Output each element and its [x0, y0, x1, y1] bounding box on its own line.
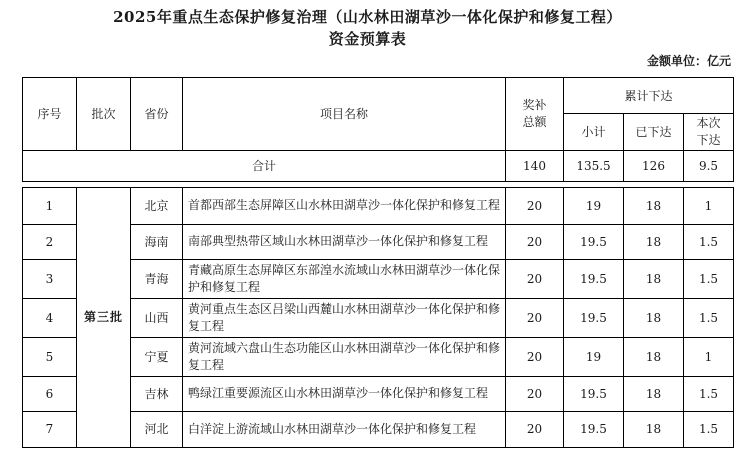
subtotal-cell: 19.5: [564, 376, 624, 411]
seq-cell: 2: [23, 224, 77, 259]
project-name-cell: 黄河流域六盘山生态功能区山水林田湖草沙一体化保护和修复工程: [183, 337, 506, 376]
header-province: 省份: [131, 78, 183, 151]
seq-cell: 4: [23, 298, 77, 337]
table-row: [23, 187, 734, 224]
total-current-value: 9.5: [684, 150, 734, 181]
current-cell: 1.5: [684, 298, 734, 337]
award-cell: 20: [506, 411, 564, 447]
project-name-cell: 黄河重点生态区吕梁山西麓山水林田湖草沙一体化保护和修复工程: [183, 298, 506, 337]
award-cell: 20: [506, 224, 564, 259]
project-name-cell: 青藏高原生态屏障区东部湟水流域山水林田湖草沙一体化保护和修复工程: [183, 259, 506, 298]
header-subtotal: 小计: [564, 114, 624, 151]
issued-cell: 18: [624, 259, 684, 298]
budget-table-header-section: [22, 77, 734, 182]
project-name-cell: 首都西部生态屏障区山水林田湖草沙一体化保护和修复工程: [183, 187, 506, 224]
province-cell: 北京: [131, 187, 183, 224]
amount-unit-note: 金额单位：亿元: [646, 54, 731, 68]
header-total-award: [506, 78, 564, 151]
issued-cell: 18: [624, 298, 684, 337]
subtotal-cell: 19: [564, 337, 624, 376]
batch-cell: 第三批: [77, 187, 131, 447]
subtotal-cell: 19.5: [564, 298, 624, 337]
document-title-line-1: 2025年重点生态保护修复治理（山水林田湖草沙一体化保护和修复工程）: [113, 8, 622, 26]
issued-cell: 18: [624, 376, 684, 411]
current-cell: 1: [684, 187, 734, 224]
province-cell: 海南: [131, 224, 183, 259]
current-cell: 1.5: [684, 411, 734, 447]
header-seq: 序号: [23, 78, 77, 151]
seq-cell: 3: [23, 259, 77, 298]
province-cell: 山西: [131, 298, 183, 337]
subtotal-cell: 19.5: [564, 224, 624, 259]
issued-cell: 18: [624, 411, 684, 447]
current-cell: 1.5: [684, 224, 734, 259]
header-row-1: [23, 78, 734, 114]
issued-cell: 18: [624, 187, 684, 224]
issued-cell: 18: [624, 224, 684, 259]
subtotal-cell: 19.5: [564, 259, 624, 298]
province-cell: 吉林: [131, 376, 183, 411]
header-total-award-label: 奖补总额: [522, 98, 547, 129]
project-name-cell: 南部典型热带区域山水林田湖草沙一体化保护和修复工程: [183, 224, 506, 259]
current-cell: 1.5: [684, 259, 734, 298]
award-cell: 20: [506, 298, 564, 337]
header-batch: 批次: [77, 78, 131, 151]
project-name-cell: 鸭绿江重要源流区山水林田湖草沙一体化保护和修复工程: [183, 376, 506, 411]
header-cumulative-issued: 累计下达: [564, 78, 734, 114]
total-award-value: 140: [506, 150, 564, 181]
project-name-cell: 白洋淀上游流域山水林田湖草沙一体化保护和修复工程: [183, 411, 506, 447]
seq-cell: 1: [23, 187, 77, 224]
province-cell: 青海: [131, 259, 183, 298]
current-cell: 1: [684, 337, 734, 376]
document-title-line-2: 资金预算表: [328, 30, 407, 48]
total-subtotal-value: 135.5: [564, 150, 624, 181]
award-cell: 20: [506, 376, 564, 411]
header-already-issued: 已下达: [624, 114, 684, 151]
province-cell: 宁夏: [131, 337, 183, 376]
subtotal-cell: 19.5: [564, 411, 624, 447]
seq-cell: 5: [23, 337, 77, 376]
document-title-block: [0, 6, 735, 50]
subtotal-cell: 19: [564, 187, 624, 224]
seq-cell: 6: [23, 376, 77, 411]
award-cell: 20: [506, 337, 564, 376]
budget-table-data-section: [22, 187, 734, 448]
current-cell: 1.5: [684, 376, 734, 411]
province-cell: 河北: [131, 411, 183, 447]
total-issued-value: 126: [624, 150, 684, 181]
header-current-issued-label: 本次下达: [696, 116, 721, 147]
header-project-name: 项目名称: [183, 78, 506, 151]
award-cell: 20: [506, 259, 564, 298]
award-cell: 20: [506, 187, 564, 224]
issued-cell: 18: [624, 337, 684, 376]
total-row: [23, 150, 734, 181]
seq-cell: 7: [23, 411, 77, 447]
total-label-cell: 合计: [23, 150, 506, 181]
header-current-issued: [684, 114, 734, 151]
